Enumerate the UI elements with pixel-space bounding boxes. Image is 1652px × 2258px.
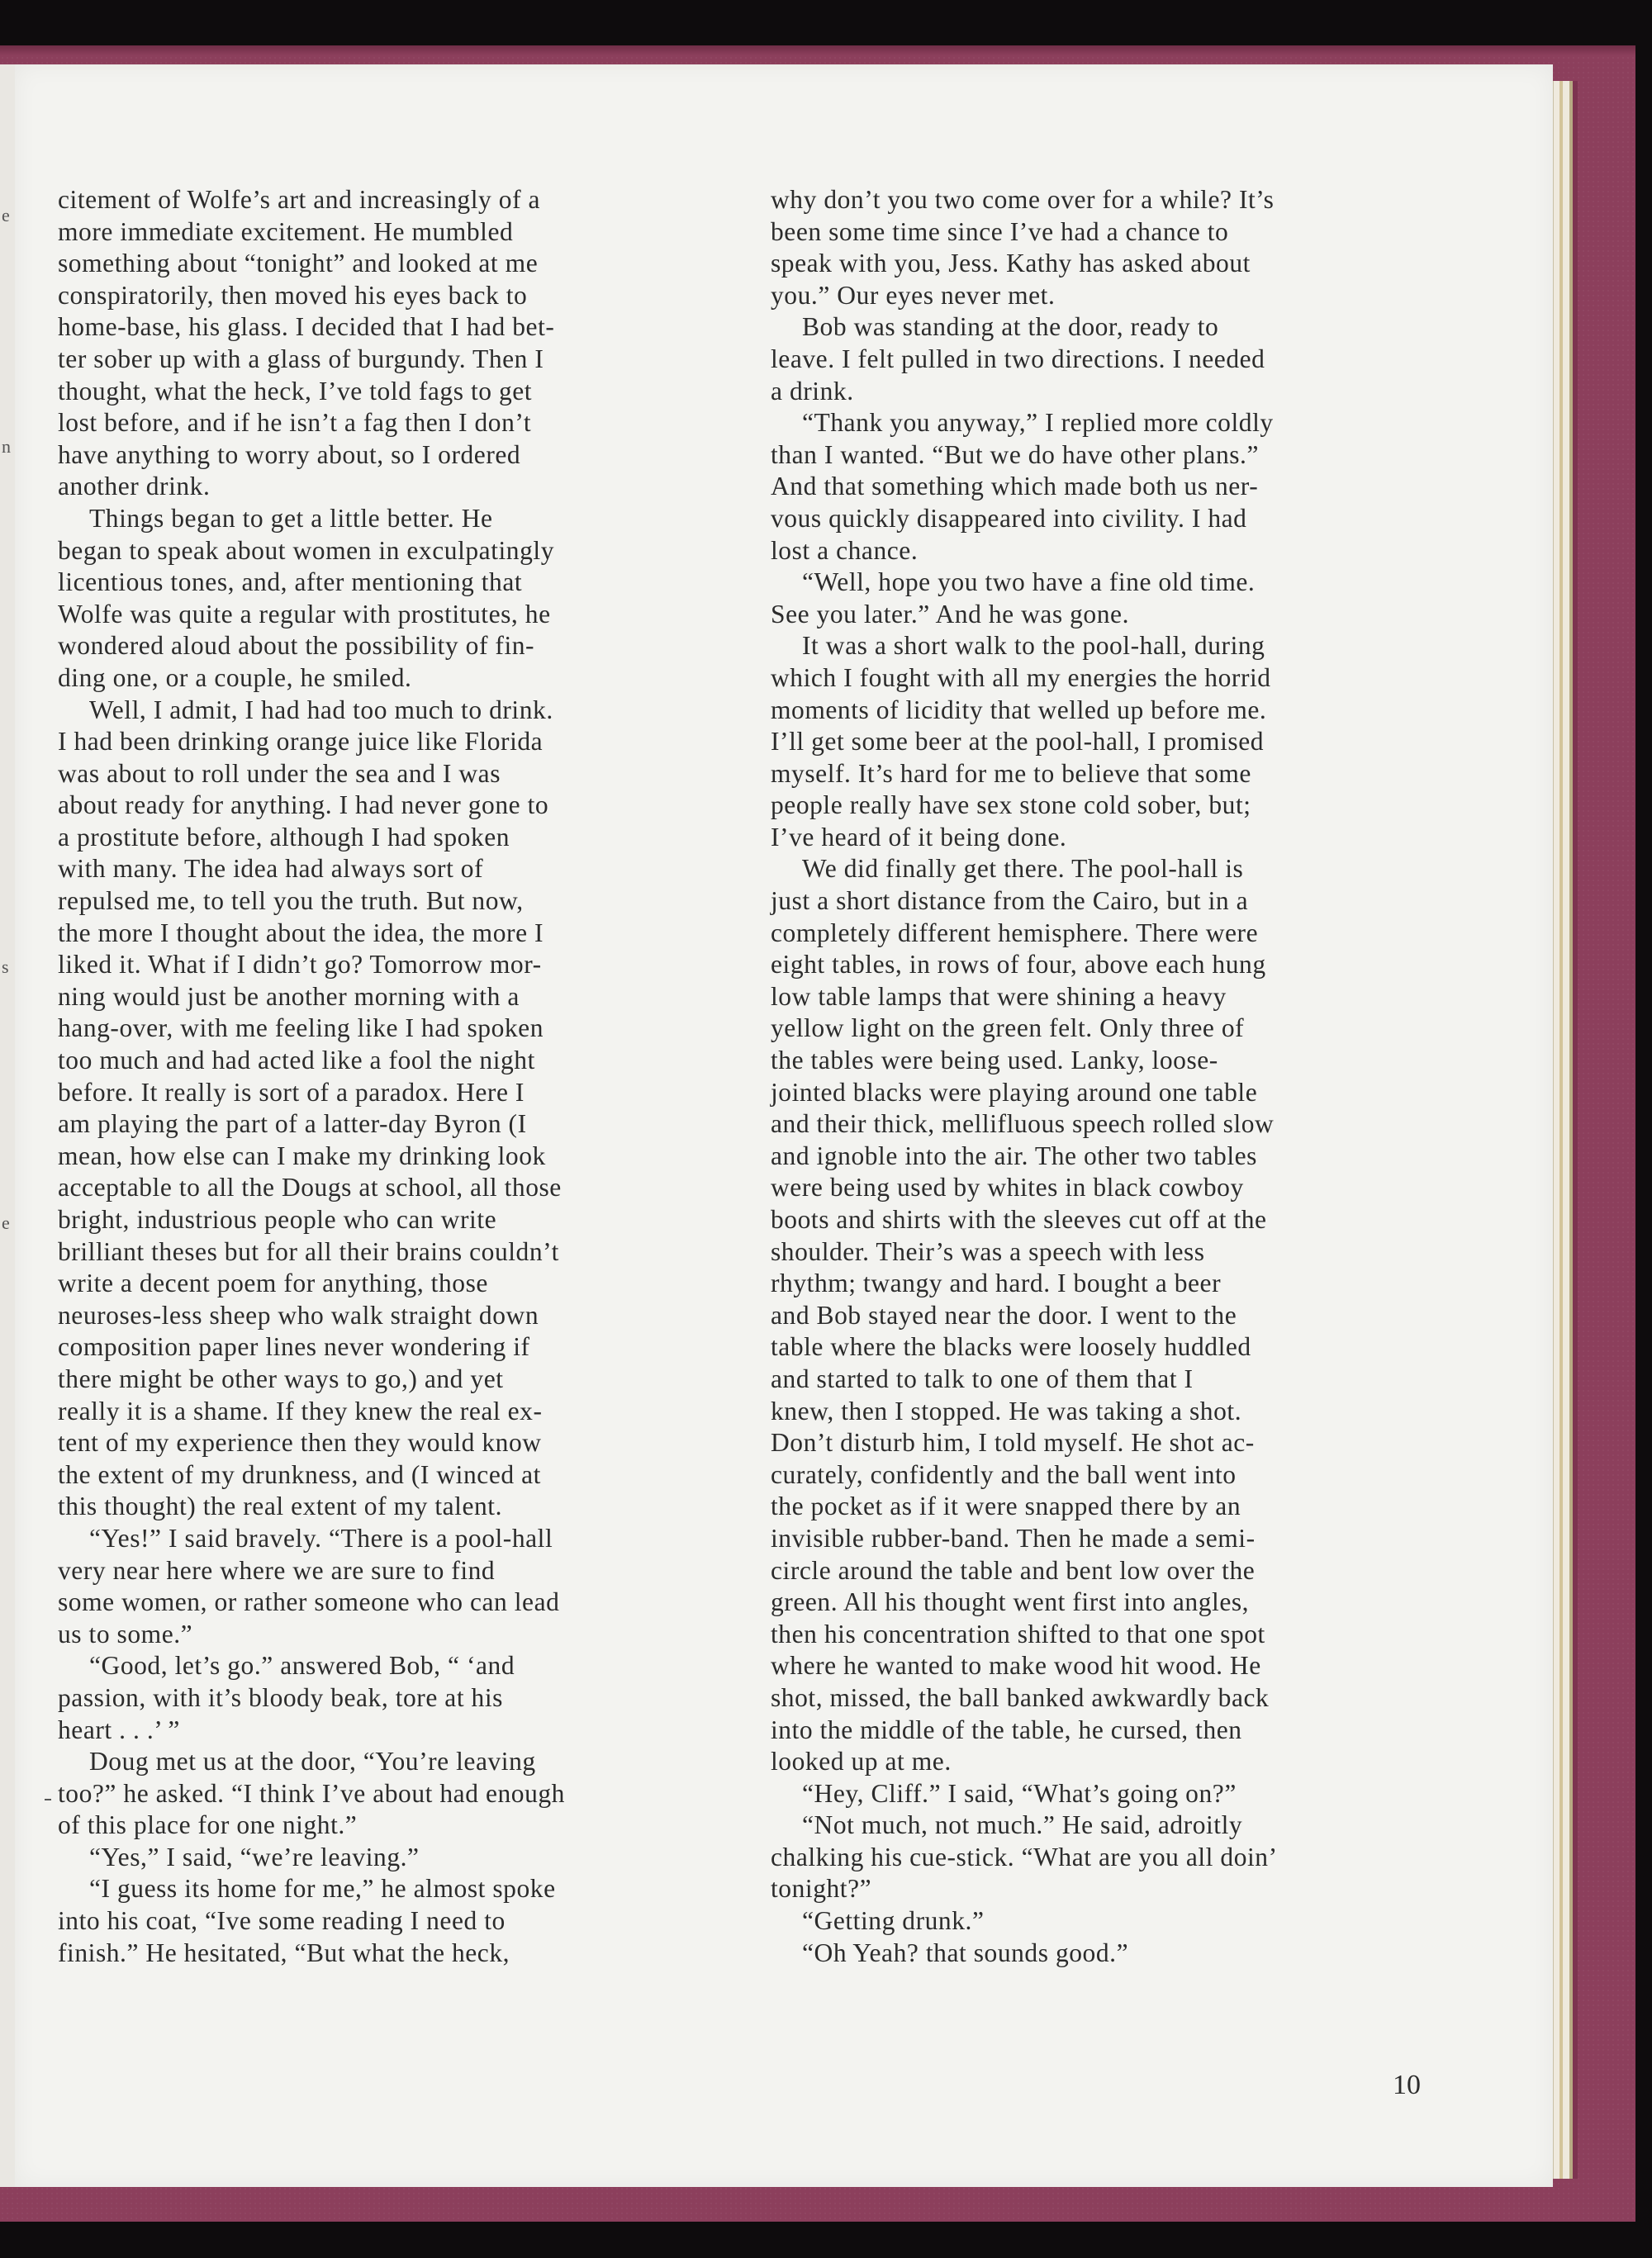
prev-page-fragment: n — [2, 436, 11, 457]
text-line: green. All his thought went first into angles, — [771, 1587, 1250, 1617]
text-line: began to speak about women in exculpatingly — [58, 535, 555, 565]
text-line: jointed blacks were playing around one table — [771, 1077, 1258, 1107]
text-line: wondered aloud about the possibility of fin- — [58, 631, 535, 661]
text-line: ding one, or a couple, he smiled. — [58, 662, 412, 692]
text-line: Bob was standing at the door, ready to — [802, 312, 1219, 342]
left-text-column — [58, 184, 743, 1969]
text-line: citement of Wolfe’s art and increasingly of a — [58, 185, 541, 214]
text-line: curately, confidently and the ball went into — [771, 1459, 1237, 1489]
text-line: Things began to get a little better. He — [89, 503, 493, 533]
page-number: 10 — [1393, 2070, 1421, 2100]
text-line: than I wanted. “But we do have other plans.” — [771, 439, 1260, 469]
text-line: Don’t disturb him, I told myself. He shot ac- — [771, 1428, 1255, 1458]
text-line: knew, then I stopped. He was taking a shot. — [771, 1396, 1242, 1425]
text-line: We did finally get there. The pool-hall is — [802, 854, 1244, 884]
text-line: tonight?” — [771, 1874, 872, 1904]
text-line: and started to talk to one of them that I — [771, 1364, 1194, 1393]
text-line: just a short distance from the Cairo, but in a — [771, 886, 1249, 916]
text-line: people really have sex stone cold sober, but; — [771, 790, 1251, 820]
text-line: too much and had acted like a fool the night — [58, 1046, 535, 1075]
text-line: hang-over, with me feeling like I had spoken — [58, 1013, 544, 1043]
text-line: why don’t you two come over for a while? It’s — [771, 185, 1275, 214]
text-line: bright, industrious people who can write — [58, 1205, 497, 1234]
text-line: the extent of my drunkness, and (I winced at — [58, 1459, 541, 1489]
text-line: write a decent poem for anything, those — [58, 1269, 488, 1298]
text-line: boots and shirts with the sleeves cut off at the — [771, 1205, 1267, 1234]
text-line: where he wanted to make wood hit wood. He — [771, 1651, 1261, 1681]
prev-page-fragment: s — [2, 956, 9, 977]
text-line: were being used by whites in black cowboy — [771, 1173, 1244, 1203]
text-line: Well, I admit, I had had too much to drink. — [89, 695, 553, 724]
text-line: which I fought with all my energies the horrid — [771, 662, 1271, 692]
text-line: “Getting drunk.” — [802, 1906, 985, 1936]
text-line: finish.” He hesitated, “But what the heck, — [58, 1938, 510, 1967]
text-line: “I guess its home for me,” he almost spoke — [89, 1874, 556, 1904]
text-line: and ignoble into the air. The other two tables — [771, 1141, 1257, 1170]
text-line: tent of my experience then they would know — [58, 1428, 542, 1458]
text-line: ning would just be another morning with a — [58, 981, 520, 1011]
text-line: another drink. — [58, 472, 211, 501]
text-line: there might be other ways to go,) and yet — [58, 1364, 504, 1393]
previous-page-edge — [0, 64, 15, 2187]
right-text-column — [771, 184, 1452, 1969]
text-line: been some time since I’ve had a chance to — [771, 216, 1229, 246]
text-line: am playing the part of a latter-day Byron (I — [58, 1109, 527, 1139]
text-line: a drink. — [771, 376, 854, 406]
text-line: into his coat, “Ive some reading I need to — [58, 1906, 506, 1936]
text-line: myself. It’s hard for me to believe that some — [771, 758, 1251, 788]
text-line: ter sober up with a glass of burgundy. Then I — [58, 344, 544, 373]
text-line: shoulder. Their’s was a speech with less — [771, 1236, 1205, 1266]
text-line: then his concentration shifted to that one spot — [771, 1619, 1265, 1648]
text-line: completely different hemisphere. There were — [771, 918, 1259, 947]
text-line: “Oh Yeah? that sounds good.” — [802, 1938, 1129, 1967]
text-line: and their thick, mellifluous speech rolled slow — [771, 1109, 1275, 1139]
book-page — [15, 64, 1553, 2187]
text-line: Doug met us at the door, “You’re leaving — [89, 1747, 536, 1777]
text-line: was about to roll under the sea and I was — [58, 758, 501, 788]
text-line: have anything to worry about, so I ordered — [58, 439, 521, 469]
text-line: It was a short walk to the pool-hall, during — [802, 631, 1265, 661]
binding-shadow — [0, 45, 1635, 55]
text-line: composition paper lines never wondering if — [58, 1332, 530, 1362]
text-line: licentious tones, and, after mentioning that — [58, 567, 523, 597]
text-line: brilliant theses but for all their brains couldn’t — [58, 1236, 559, 1266]
text-line: of this place for one night.” — [58, 1810, 358, 1840]
text-line: low table lamps that were shining a heavy — [771, 981, 1227, 1011]
text-line: repulsed me, to tell you the truth. But now, — [58, 886, 524, 916]
text-line: moments of licidity that welled up before me. — [771, 695, 1267, 724]
text-line: eight tables, in rows of four, above each hung — [771, 950, 1266, 980]
text-line: leave. I felt pulled in two directions. I needed — [771, 344, 1265, 373]
text-line: more immediate excitement. He mumbled — [58, 216, 514, 246]
text-line: speak with you, Jess. Kathy has asked about — [771, 249, 1251, 278]
text-line: before. It really is sort of a paradox. Here I — [58, 1077, 525, 1107]
text-line: conspiratorily, then moved his eyes back to — [58, 280, 528, 310]
text-line: circle around the table and bent low over the — [771, 1555, 1256, 1585]
text-line: the more I thought about the idea, the more I — [58, 918, 544, 947]
text-line: with many. The idea had always sort of — [58, 854, 484, 884]
text-line: mean, how else can I make my drinking look — [58, 1141, 546, 1170]
text-line: about ready for anything. I had never gone to — [58, 790, 549, 820]
text-line: a prostitute before, although I had spoken — [58, 822, 510, 851]
text-line: rhythm; twangy and hard. I bought a beer — [771, 1269, 1222, 1298]
text-line: “Not much, not much.” He said, adroitly — [802, 1810, 1243, 1840]
text-line: “Good, let’s go.” answered Bob, “ ‘and — [89, 1651, 515, 1681]
text-line: I’ll get some beer at the pool-hall, I promised — [771, 727, 1265, 757]
text-line: looked up at me. — [771, 1747, 952, 1777]
text-line: table where the blacks were loosely huddled — [771, 1332, 1251, 1362]
text-line: And that something which made both us ner- — [771, 472, 1259, 501]
text-line: “Yes,” I said, “we’re leaving.” — [89, 1842, 420, 1871]
prev-page-fragment: e — [2, 205, 10, 225]
text-line: really it is a shame. If they knew the real ex- — [58, 1396, 543, 1425]
text-line: I had been drinking orange juice like Florida — [58, 727, 544, 757]
text-line: us to some.” — [58, 1619, 193, 1648]
margin-mark — [45, 1799, 51, 1800]
text-line: the pocket as if it were snapped there by an — [771, 1492, 1241, 1521]
text-line: lost before, and if he isn’t a fag then I don’t — [58, 408, 532, 438]
text-line: neuroses-less sheep who walk straight down — [58, 1300, 539, 1330]
text-line: “Yes!” I said bravely. “There is a pool-hall — [89, 1523, 553, 1553]
text-line: “Hey, Cliff.” I said, “What’s going on?” — [802, 1778, 1237, 1808]
text-line: I’ve heard of it being done. — [771, 822, 1067, 851]
text-line: thought, what the heck, I’ve told fags to get — [58, 376, 533, 406]
text-line: home-base, his glass. I decided that I had bet- — [58, 312, 555, 342]
text-line: very near here where we are sure to find — [58, 1555, 496, 1585]
text-line: into the middle of the table, he cursed, then — [771, 1715, 1242, 1744]
text-line: invisible rubber-band. Then he made a semi- — [771, 1523, 1256, 1553]
text-line: “Well, hope you two have a fine old time. — [802, 567, 1256, 597]
text-line: too?” he asked. “I think I’ve about had enough — [58, 1778, 565, 1808]
text-line: vous quickly disappeared into civility. I had — [771, 503, 1247, 533]
text-line: some women, or rather someone who can lead — [58, 1587, 560, 1617]
text-line: Wolfe was quite a regular with prostitutes, he — [58, 599, 551, 629]
text-line: acceptable to all the Dougs at school, all those — [58, 1173, 562, 1203]
text-line: this thought) the real extent of my talent. — [58, 1492, 503, 1521]
text-line: the tables were being used. Lanky, loose- — [771, 1046, 1218, 1075]
text-line: heart . . .’ ” — [58, 1715, 180, 1744]
text-line: shot, missed, the ball banked awkwardly back — [771, 1682, 1270, 1712]
text-line: something about “tonight” and looked at me — [58, 249, 539, 278]
text-line: liked it. What if I didn’t go? Tomorrow mor- — [58, 950, 542, 980]
prev-page-fragment: e — [2, 1212, 10, 1233]
text-line: lost a chance. — [771, 535, 919, 565]
text-line: yellow light on the green felt. Only three of — [771, 1013, 1245, 1043]
text-line: and Bob stayed near the door. I went to the — [771, 1300, 1237, 1330]
text-line: you.” Our eyes never met. — [771, 280, 1056, 310]
text-line: chalking his cue-stick. “What are you all doin’ — [771, 1842, 1278, 1871]
text-line: “Thank you anyway,” I replied more coldly — [802, 408, 1274, 438]
text-line: See you later.” And he was gone. — [771, 599, 1129, 629]
text-line: passion, with it’s bloody beak, tore at his — [58, 1682, 503, 1712]
